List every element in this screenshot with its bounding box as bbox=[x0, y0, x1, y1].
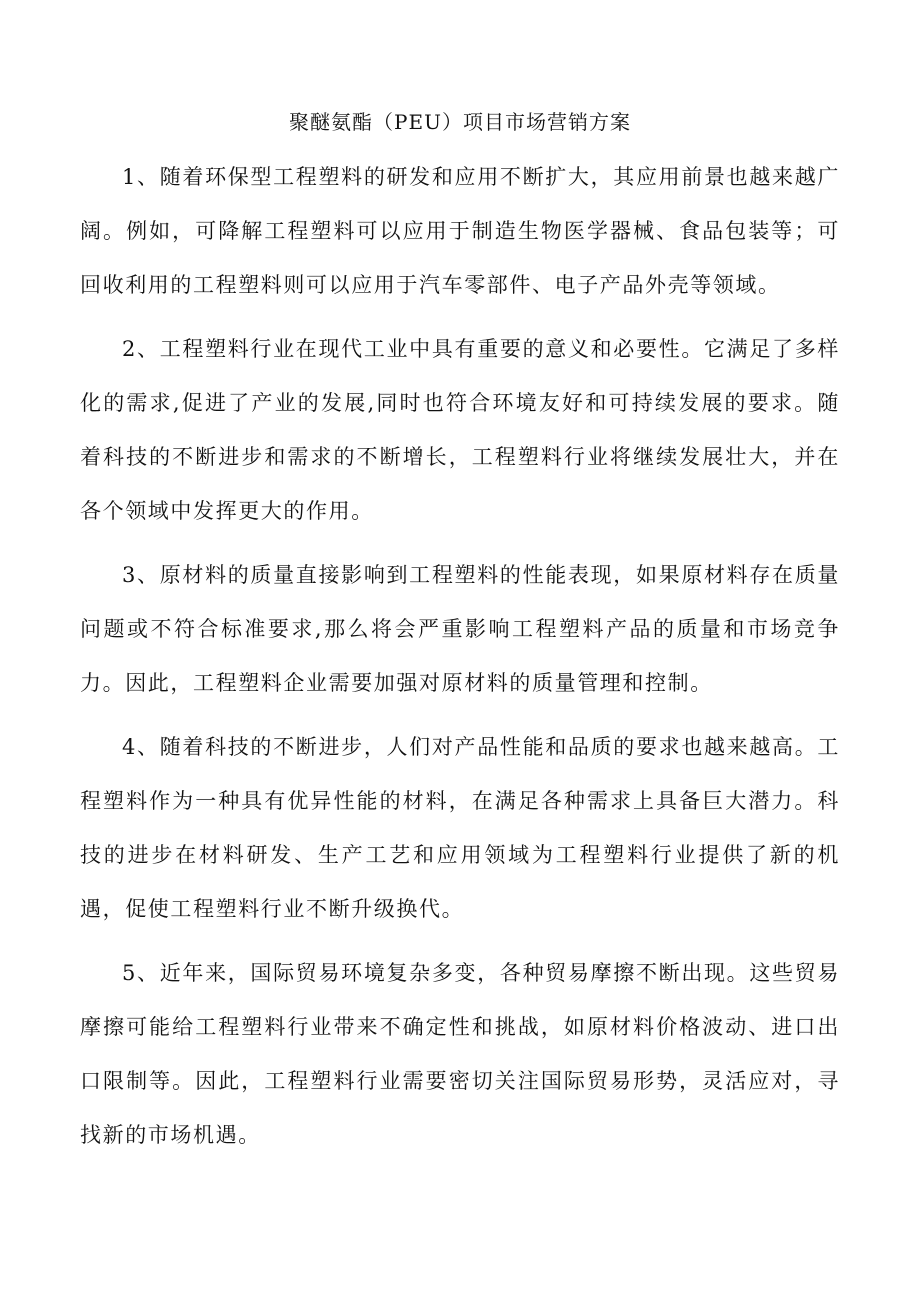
document-title: 聚醚氨酯（PEU）项目市场营销方案 bbox=[289, 110, 631, 134]
paragraph-2: 2、工程塑料行业在现代工业中具有重要的意义和必要性。它满足了多样化的需求,促进了产业的发展,同时也符合环境友好和可持续发展的要求。随着科技的不断进步和需求的不断增长，工程塑料行业将继续发展壮大，并在各个领域中发挥更大的作用。 bbox=[80, 337, 840, 523]
paragraph-3: 3、原材料的质量直接影响到工程塑料的性能表现，如果原材料存在质量问题或不符合标准要求,那么将会严重影响工程塑料产品的质量和市场竞争力。因此，工程塑料企业需要加强对原材料的质量管理和控制。 bbox=[80, 563, 840, 695]
paragraph-1: 1、随着环保型工程塑料的研发和应用不断扩大，其应用前景也越来越广阔。例如，可降解工程塑料可以应用于制造生物医学器械、食品包装等；可回收利用的工程塑料则可以应用于汽车零部件、电子产品外壳等领域。 bbox=[80, 165, 840, 297]
paragraph-4: 4、随着科技的不断进步，人们对产品性能和品质的要求也越来越高。工程塑料作为一种具有优异性能的材料，在满足各种需求上具备巨大潜力。科技的进步在材料研发、生产工艺和应用领域为工程塑料行业提供了新的机遇，促使工程塑料行业不断升级换代。 bbox=[80, 735, 840, 921]
paragraph-5: 5、近年来，国际贸易环境复杂多变，各种贸易摩擦不断出现。这些贸易摩擦可能给工程塑料行业带来不确定性和挑战，如原材料价格波动、进口出口限制等。因此，工程塑料行业需要密切关注国际贸易形势，灵活应对，寻找新的市场机遇。 bbox=[80, 961, 840, 1147]
